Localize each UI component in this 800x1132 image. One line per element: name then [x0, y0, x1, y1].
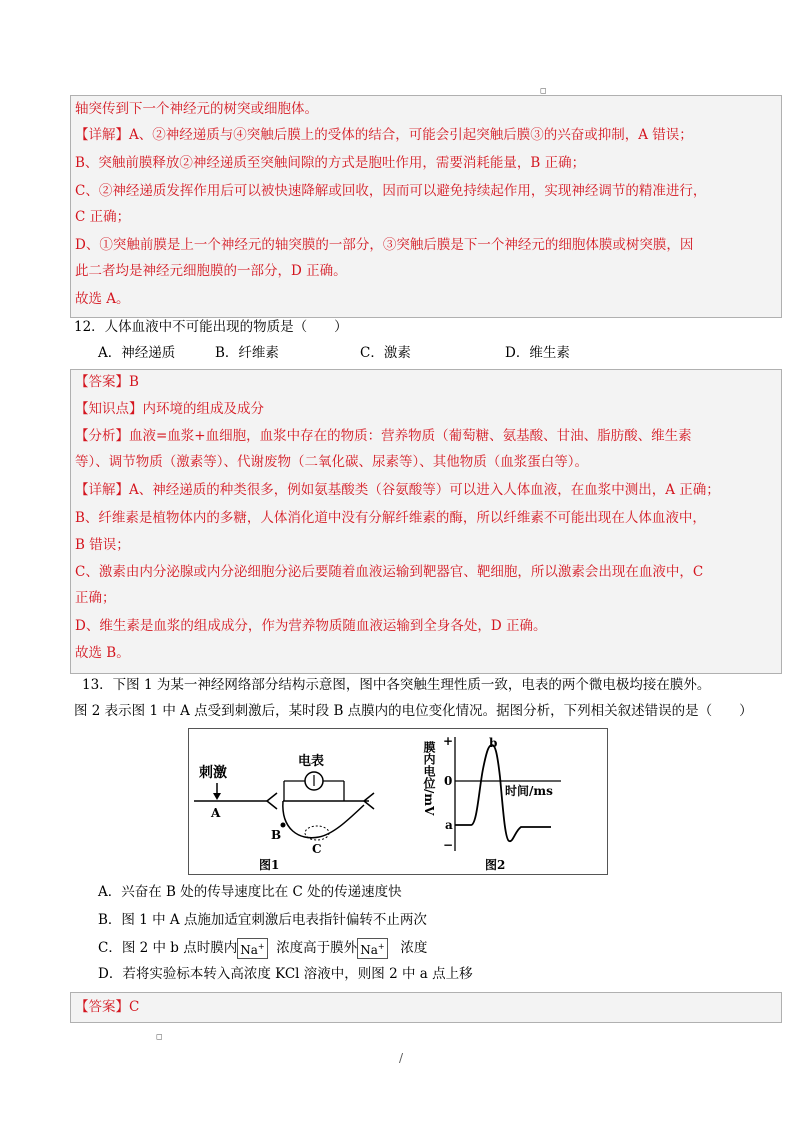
detail-line: 【详解】A、神经递质的种类很多，例如氨基酸类（谷氨酸等）可以进入人体血液，在血浆中测出，A 正确；	[75, 482, 720, 498]
ion-charge: +	[377, 942, 385, 951]
y-axis-zero: 0	[444, 774, 453, 788]
option-c-prefix: C．图 2 中 b 点时膜内	[98, 940, 238, 956]
explanation-line: B、突触前膜释放②神经递质至突触间隙的方式是胞吐作用，需要消耗能量，B 正确；	[75, 155, 586, 171]
page-footer-mark: /	[399, 1051, 404, 1065]
explanation-line: D、①突触前膜是上一个神经元的轴突膜的一部分，③突触后膜是下一个神经元的细胞体膜或树突膜，因	[75, 237, 694, 253]
detail-line: B 错误；	[75, 537, 130, 553]
explanation-line: C、②神经递质发挥作用后可以被快速降解或回收，因而可以避免持续起作用，实现神经调节的精准进行，	[75, 183, 707, 199]
question-13-stem-line2: 图 2 表示图 1 中 A 点受到刺激后，某时段 B 点膜内的电位变化情况。据图分析，下列相关叙述错误的是（ ）	[74, 703, 753, 719]
y-axis-minus: −	[443, 838, 454, 852]
y-axis-label: 膜内电位/mV	[422, 741, 436, 816]
answer-box-13	[70, 992, 782, 1023]
ion-box-inside	[237, 938, 267, 959]
explanation-box-11	[70, 95, 782, 318]
detail-line: 故选 B。	[75, 645, 130, 661]
point-b-label: B	[271, 828, 282, 842]
figure-nerve-network	[188, 728, 608, 875]
peak-point-label: b	[489, 736, 498, 750]
question-12-option-c: C．激素	[360, 345, 411, 361]
meter-label: 电表	[298, 754, 325, 769]
answer-line: 【答案】B	[75, 374, 139, 390]
figure-1-caption: 图1	[259, 858, 280, 872]
ion-symbol: Na	[360, 943, 378, 957]
resting-point-label: a	[445, 818, 453, 832]
option-c-suffix: 浓度	[400, 940, 428, 956]
ion-box-outside	[357, 938, 387, 959]
question-13-option-c	[98, 938, 427, 959]
detail-line: B、纤维素是植物体内的多糖，人体消化道中没有分解纤维素的酶，所以纤维素不可能出现在人体血液中，	[75, 510, 706, 526]
detail-line: C、激素由内分泌腺或内分泌细胞分泌后要随着血液运输到靶器官、靶细胞，所以激素会出现在血液中，C	[75, 564, 704, 580]
corner-mark-bottom: ◻	[156, 1032, 163, 1041]
point-a-label: A	[211, 806, 221, 820]
y-axis-plus: +	[443, 734, 454, 748]
explanation-line: 轴突传到下一个神经元的树突或细胞体。	[75, 101, 318, 117]
question-13-option-d: D．若将实验标本转入高浓度 KCl 溶液中，则图 2 中 a 点上移	[98, 966, 473, 982]
loop-neuron	[283, 801, 364, 838]
detail-line: 正确；	[75, 590, 116, 606]
corner-mark-top: ◻	[540, 86, 547, 95]
question-12-stem: 12．人体血液中不可能出现的物质是（ ）	[74, 319, 348, 335]
detail-line: D、维生素是血浆的组成成分，作为营养物质随血液运输到全身各处，D 正确。	[75, 618, 547, 634]
question-12-option-a: A．神经递质	[98, 345, 176, 361]
explanation-line: C 正确；	[75, 209, 131, 225]
explanation-line: 此二者均是神经元细胞膜的一部分，D 正确。	[75, 263, 347, 279]
question-13-option-a: A．兴奋在 B 处的传导速度比在 C 处的传递速度快	[98, 884, 402, 900]
ion-charge: +	[257, 942, 265, 951]
x-axis-label: 时间/ms	[505, 784, 553, 798]
explanation-line: 故选 A。	[75, 291, 130, 307]
point-c-label: C	[312, 842, 322, 856]
question-13-stem-line1: 13．下图 1 为某一神经网络部分结构示意图，图中各突触生理性质一致，电表的两个微电极均接在膜外。	[82, 677, 711, 693]
explanation-line: 【详解】A、②神经递质与④突触后膜上的受体的结合，可能会引起突触后膜③的兴奋或抑制，A 错误；	[75, 127, 693, 143]
ion-symbol: Na	[240, 943, 258, 957]
question-13-option-b: B．图 1 中 A 点施加适宜刺激后电表指针偏转不止两次	[98, 912, 427, 928]
question-12-option-d: D．维生素	[505, 345, 570, 361]
question-12-option-b: B．纤维素	[215, 345, 279, 361]
figure-diagram	[189, 729, 607, 874]
explanation-box-12	[70, 369, 782, 674]
knowledge-line: 【知识点】内环境的组成及成分	[75, 401, 264, 417]
synapse-end-left	[267, 793, 277, 809]
figure-2-caption: 图2	[485, 858, 506, 872]
option-c-middle: 浓度高于膜外	[276, 940, 358, 956]
analysis-line: 【分析】血液=血浆+血细胞，血浆中存在的物质：营养物质（葡萄糖、氨基酸、甘油、脂肪酸、维生素	[75, 428, 692, 444]
point-b-dot	[281, 823, 286, 828]
stimulus-arrowhead	[213, 793, 221, 800]
stimulus-label: 刺激	[199, 765, 227, 781]
answer-line: 【答案】C	[75, 999, 140, 1015]
analysis-line: 等）、调节物质（激素等）、代谢废物（二氧化碳、尿素等）、其他物质（血浆蛋白等）。	[75, 454, 588, 470]
